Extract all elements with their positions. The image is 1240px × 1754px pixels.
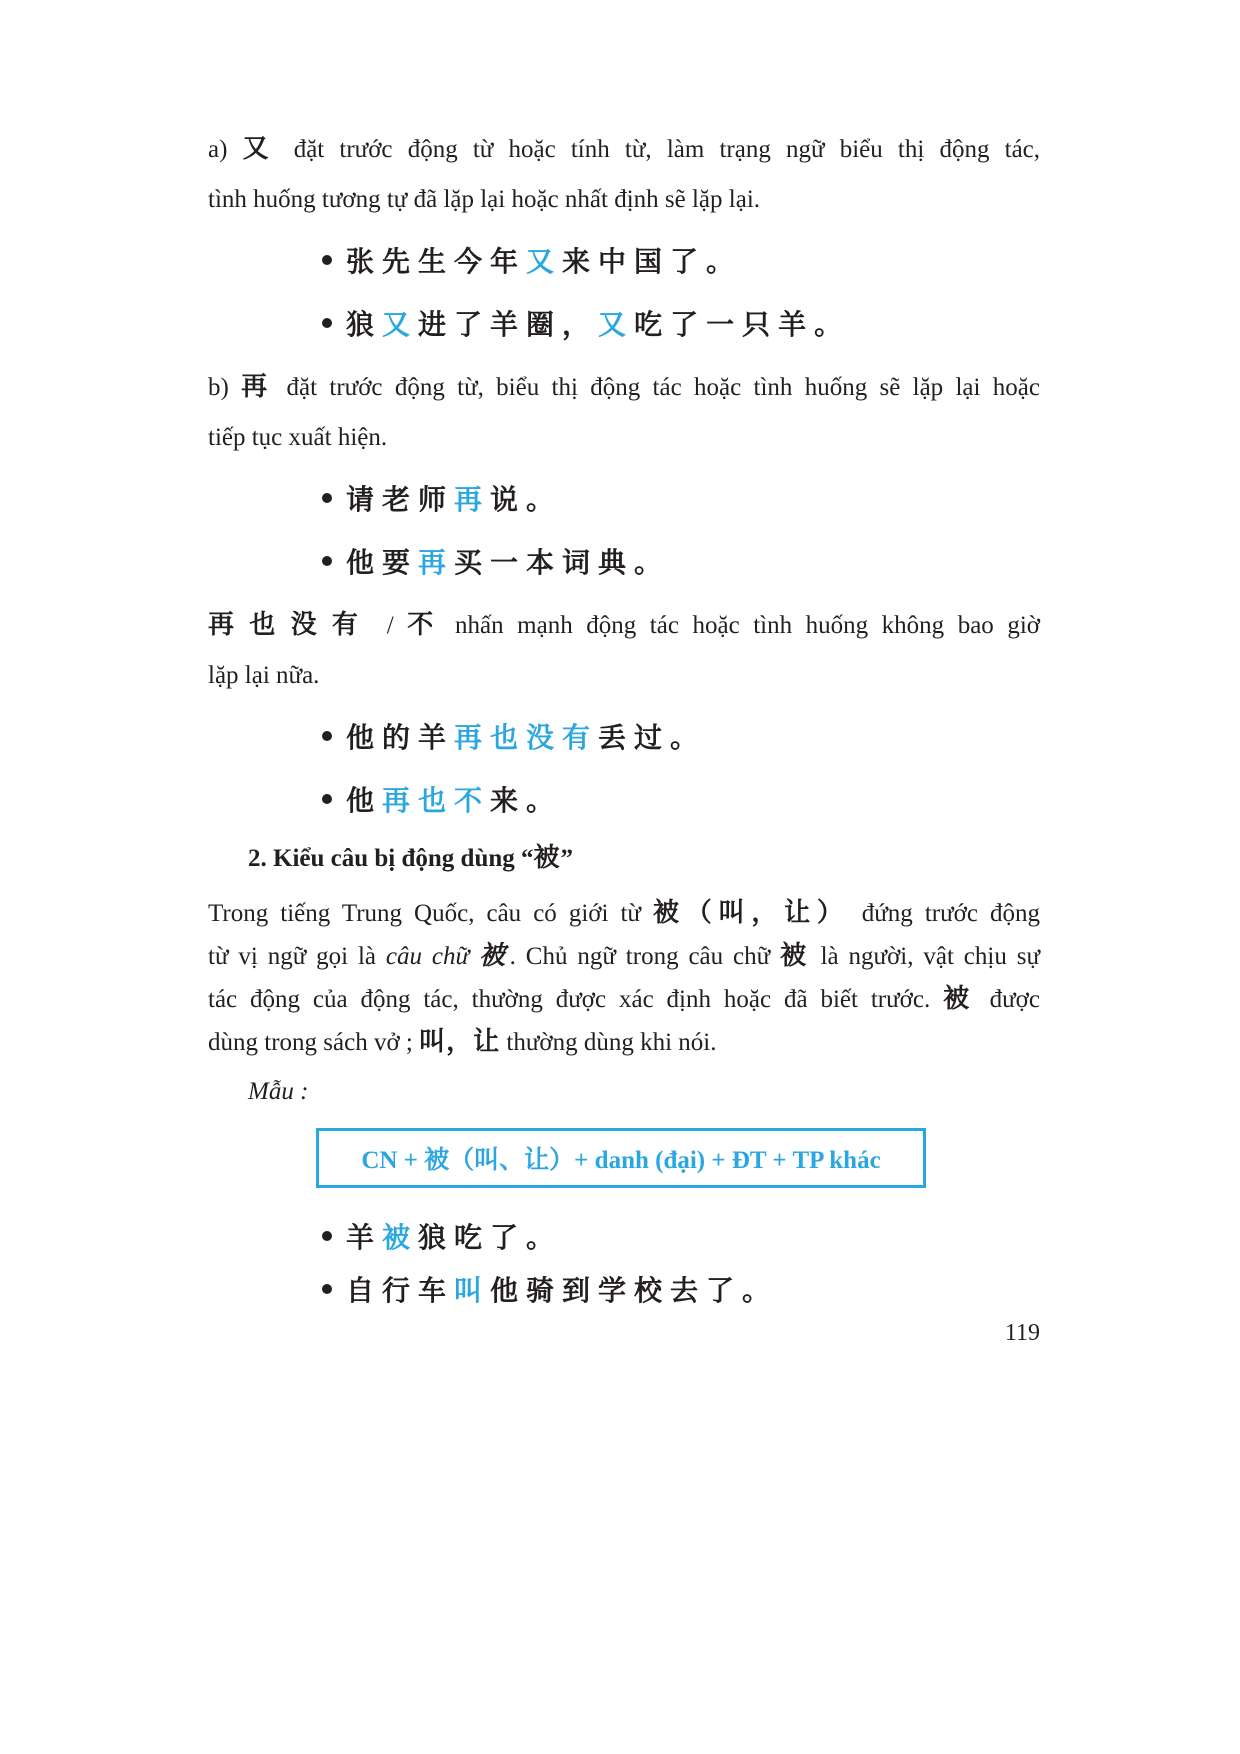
bullet-icon — [322, 493, 332, 503]
section-d-text: dùng trong sách vở ; — [208, 1029, 413, 1056]
section-c-slash: / — [386, 612, 394, 639]
bullet-icon — [322, 556, 332, 566]
section-d-word: 被 — [780, 941, 811, 971]
section-b-text1: đặt trước động từ, biểu thị động tác hoặc tình huống sẽ lặp lại hoặc — [286, 374, 1040, 401]
section-d-text: được — [989, 986, 1040, 1013]
section-d-text: đứng trước động — [861, 900, 1040, 927]
example-highlight: 被 — [382, 1221, 419, 1254]
section-a-paragraph — [208, 124, 1040, 225]
section-d-word: 被 — [943, 984, 977, 1014]
section-d-line-4 — [208, 1021, 1040, 1064]
section-c-text1: nhấn mạnh động tác hoặc tình huống không bao giờ — [455, 612, 1041, 639]
example-text: 请老师 — [346, 483, 455, 516]
example-text: 狼 — [346, 308, 383, 341]
example-text: 丢过。 — [598, 721, 707, 754]
section-c-word: 再也没有 — [208, 610, 374, 640]
section-d-text: từ vị ngữ gọi là — [208, 943, 377, 970]
example-highlight: 再 — [418, 546, 455, 579]
example-highlight: 又 — [382, 308, 419, 341]
section-d-line-1 — [208, 892, 1040, 935]
bullet-icon — [322, 318, 332, 328]
section-d-text: Trong tiếng Trung Quốc, câu có giới từ — [208, 900, 641, 927]
example-highlight: 又 — [526, 245, 563, 278]
section-c-paragraph — [208, 600, 1040, 701]
example-text: 自行车 — [346, 1274, 455, 1307]
section-a-text2: tình huống tương tự đã lặp lại hoặc nhất định sẽ lặp lại. — [208, 186, 761, 213]
section-c-text2: lặp lại nữa. — [208, 662, 320, 689]
section-b-paragraph — [208, 362, 1040, 463]
example-text: 买一本词典。 — [454, 546, 671, 579]
example-item — [322, 718, 706, 758]
heading-word: 被 — [533, 843, 561, 873]
example-text: 来。 — [490, 784, 563, 817]
section-d-text: thường dùng khi nói. — [506, 1029, 717, 1056]
section-d-word: 叫，让 — [419, 1027, 501, 1057]
example-item — [322, 543, 670, 583]
example-highlight: 再也不 — [382, 784, 491, 817]
section-a-text1: đặt trước động từ hoặc tính từ, làm trạng ngữ biểu thị động tác, — [293, 136, 1041, 163]
heading-close-quote: ” — [560, 845, 574, 872]
section-a-label: a) — [208, 136, 228, 163]
example-highlight: 再 — [454, 483, 491, 516]
section-d-line-3 — [208, 978, 1040, 1021]
example-text: 他骑到学校去了。 — [490, 1274, 779, 1307]
example-highlight: 叫 — [454, 1274, 491, 1307]
example-text: 张先生今年 — [346, 245, 527, 278]
bullet-icon — [322, 794, 332, 804]
formula-box: CN + 被（叫、让）+ danh (đại) + ĐT + TP khác — [316, 1128, 926, 1188]
section-d-italic: câu chữ — [385, 943, 470, 970]
section-c-word2: 不 — [407, 610, 442, 640]
pattern-label: Mẫu : — [248, 1078, 309, 1105]
section-a-word: 又 — [242, 134, 279, 164]
section-b-label: b) — [208, 374, 229, 401]
example-item — [322, 242, 742, 282]
section-b-word: 再 — [241, 372, 275, 402]
example-text: 狼吃了。 — [418, 1221, 563, 1254]
section-heading — [248, 838, 573, 879]
example-item — [322, 480, 562, 520]
example-item — [322, 1271, 778, 1311]
section-d-text: tác động của động tác, thường được xác định hoặc đã biết trước. — [208, 986, 931, 1013]
bullet-icon — [322, 255, 332, 265]
example-text: 进了羊圈， — [418, 308, 599, 341]
section-d-paragraph — [208, 892, 1040, 1064]
example-text: 他要 — [346, 546, 419, 579]
section-d-text: . Chủ ngữ trong câu chữ — [509, 943, 771, 970]
example-highlight: 又 — [598, 308, 635, 341]
example-highlight: 再也没有 — [454, 721, 599, 754]
page-number: 119 — [1004, 1320, 1040, 1346]
bullet-icon — [322, 1231, 332, 1241]
section-b-text2: tiếp tục xuất hiện. — [208, 424, 388, 451]
example-text: 说。 — [490, 483, 563, 516]
example-item — [322, 781, 562, 821]
example-text: 吃了一只羊。 — [634, 308, 851, 341]
example-text: 他的羊 — [346, 721, 455, 754]
heading-text: 2. Kiểu câu bị động dùng “ — [248, 845, 534, 872]
section-d-line-2 — [208, 935, 1040, 978]
bullet-icon — [322, 731, 332, 741]
example-text: 羊 — [346, 1221, 383, 1254]
example-item — [322, 1218, 562, 1258]
example-item — [322, 305, 850, 345]
example-text: 他 — [346, 784, 383, 817]
section-d-word: 被 — [479, 941, 510, 971]
section-d-word: 被（叫，让） — [653, 898, 850, 928]
bullet-icon — [322, 1284, 332, 1294]
section-d-text: là người, vật chịu sự — [820, 943, 1041, 970]
example-text: 来中国了。 — [562, 245, 743, 278]
